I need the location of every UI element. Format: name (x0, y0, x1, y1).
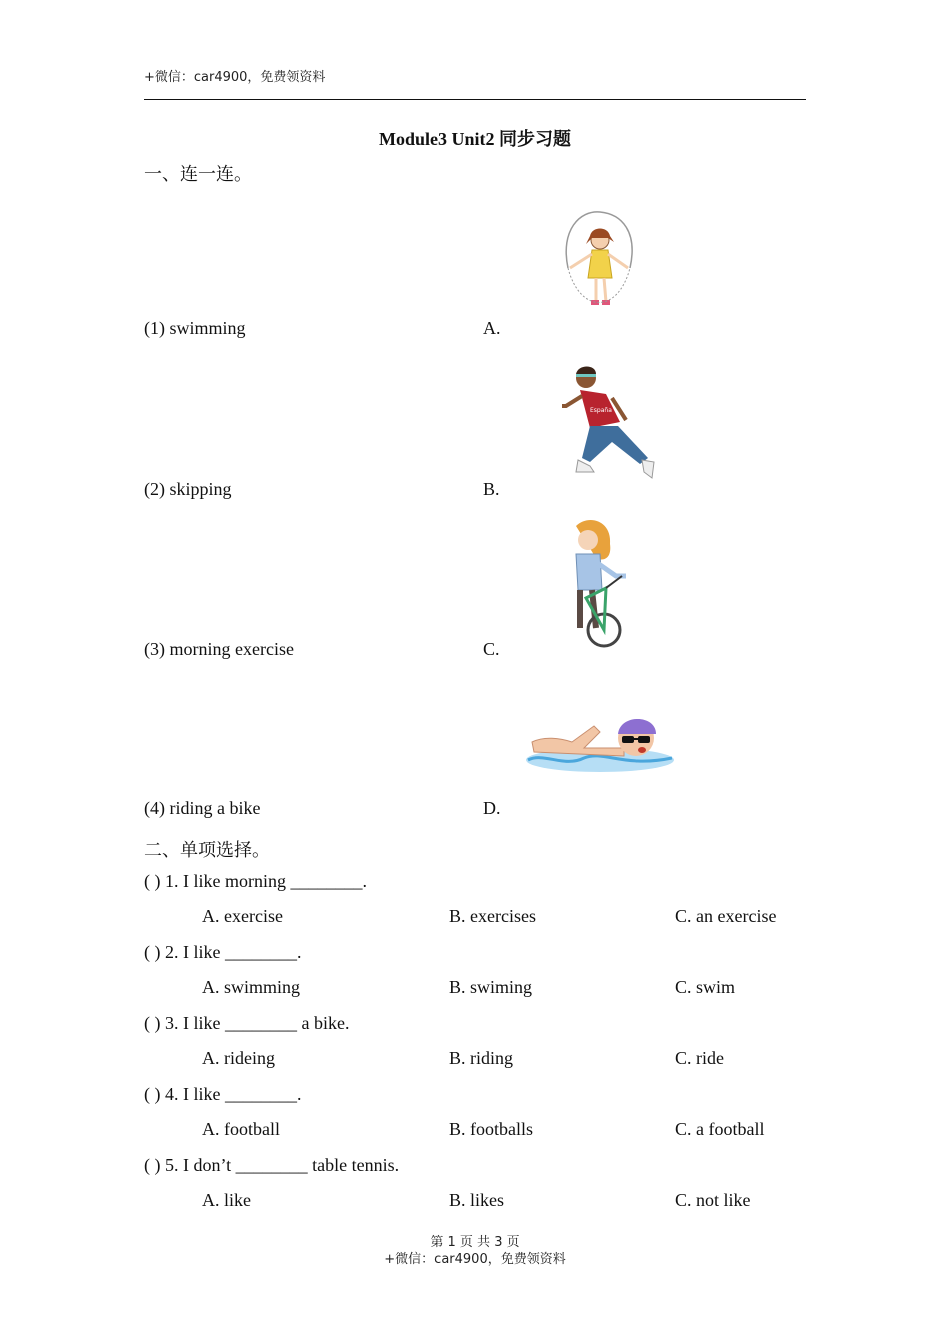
header-rule (144, 99, 806, 100)
question-3-option-b: B. riding (449, 1048, 514, 1068)
boy-swimming-image (524, 708, 676, 776)
footer-note: +微信：car4900，免费领资料 (384, 1252, 566, 1267)
question-3-option-c: C. ride (675, 1048, 724, 1068)
question-2-stem: ( ) 2. I like ________. (144, 942, 302, 962)
footer-page-number: 第 1 页 共 3 页 (430, 1235, 520, 1250)
question-2-option-b: B. swiming (449, 977, 533, 997)
section2-heading: 二、单项选择。 (144, 840, 270, 861)
match-right-a: A. (483, 318, 501, 338)
section1-heading: 一、连一连。 (144, 164, 252, 185)
question-1-option-b: B. exercises (449, 906, 536, 926)
question-1-option-a: A. exercise (202, 906, 283, 926)
girl-skipping-rope-image (560, 210, 638, 318)
question-4-option-a: A. football (202, 1119, 280, 1139)
match-right-d: D. (483, 798, 501, 818)
question-2-option-c: C. swim (675, 977, 736, 997)
question-4-option-c: C. a football (675, 1119, 765, 1139)
boy-running-image (560, 362, 660, 482)
girl-riding-bike-image (566, 518, 632, 652)
question-4-stem: ( ) 4. I like ________. (144, 1084, 302, 1104)
match-left-4: (4) riding a bike (144, 798, 261, 818)
match-right-c: C. (483, 639, 500, 659)
question-1-stem: ( ) 1. I like morning ________. (144, 871, 367, 891)
match-right-b: B. (483, 479, 500, 499)
question-5-option-a: A. like (202, 1190, 251, 1210)
question-5-option-b: B. likes (449, 1190, 505, 1210)
question-5-stem: ( ) 5. I don’t ________ table tennis. (144, 1155, 400, 1175)
page-title: Module3 Unit2 同步习题 (378, 129, 571, 149)
match-left-2: (2) skipping (144, 479, 232, 499)
question-3-option-a: A. rideing (202, 1048, 275, 1068)
question-4-option-b: B. footballs (449, 1119, 533, 1139)
question-5-option-c: C. not like (675, 1190, 751, 1210)
question-3-stem: ( ) 3. I like ________ a bike. (144, 1013, 350, 1033)
question-1-option-c: C. an exercise (675, 906, 777, 926)
header-note: +微信：car4900，免费领资料 (144, 70, 326, 85)
match-left-3: (3) morning exercise (144, 639, 294, 659)
question-2-option-a: A. swimming (202, 977, 301, 997)
svg-text:España: España (590, 407, 612, 414)
match-left-1: (1) swimming (144, 318, 246, 338)
